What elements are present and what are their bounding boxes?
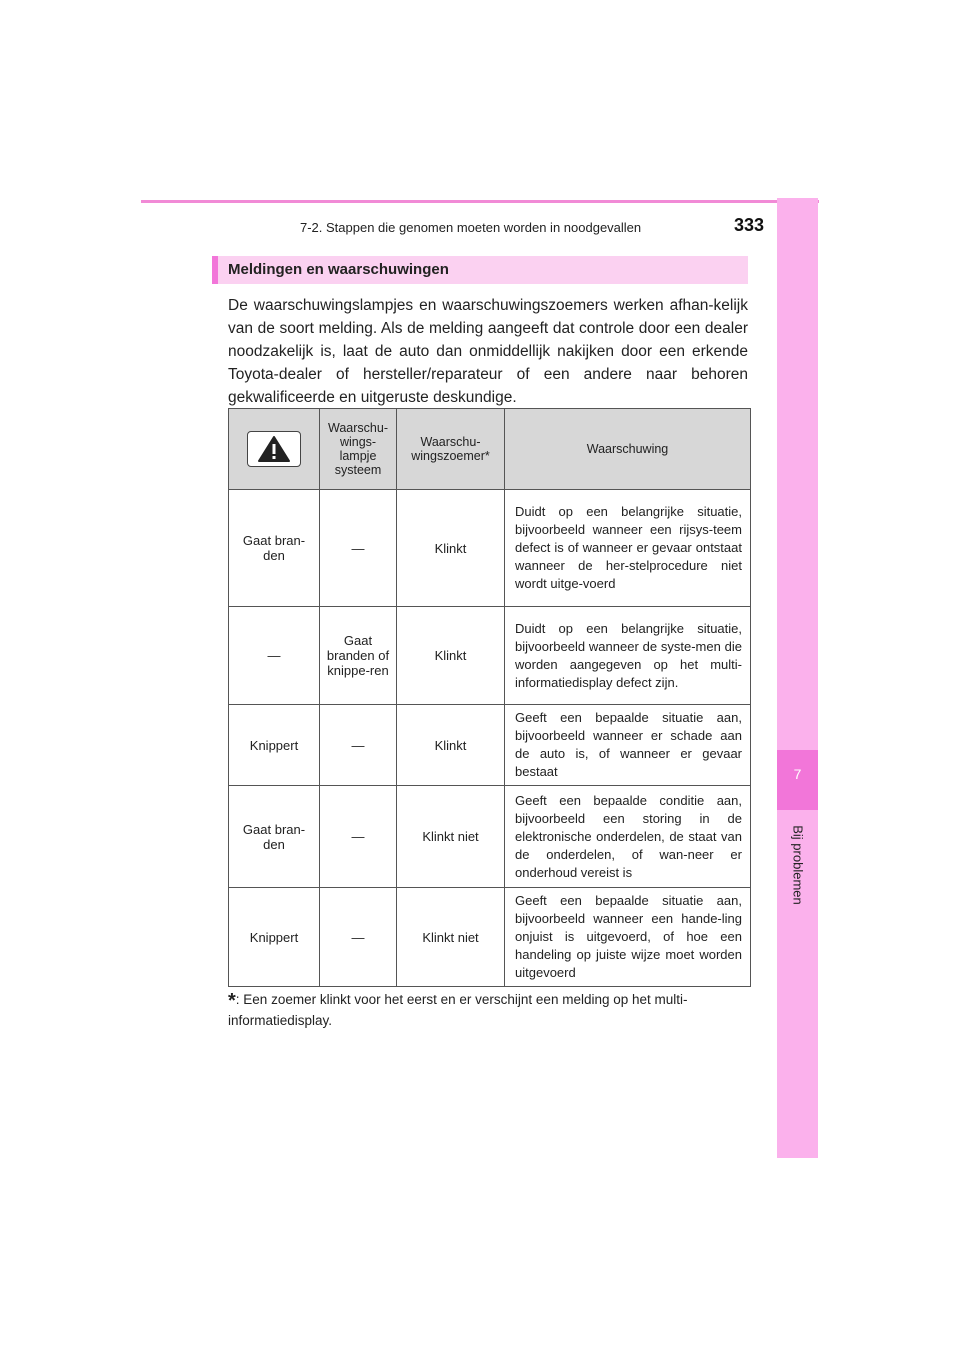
cell-buzzer: Klinkt — [397, 705, 505, 786]
table-row — [229, 490, 751, 607]
cell-system: — — [320, 786, 397, 888]
header-warning-lamp: Waarschu-wings-lampje systeem — [320, 409, 397, 490]
footnote-marker: * — [228, 990, 236, 1012]
warnings-table — [228, 408, 751, 987]
cell-warning: Geeft een bepaalde situatie aan, bijvoorbeeld wanneer er schade aan de auto is, of wanneer er gevaar bestaat — [505, 705, 751, 786]
chapter-title-text: Bij problemen — [790, 825, 805, 905]
cell-lamp: Gaat bran-den — [229, 490, 320, 607]
footnote-text: : Een zoemer klinkt voor het eerst en er verschijnt een melding op het multi-informatiedisplay. — [228, 992, 688, 1028]
table-header-row — [229, 409, 751, 490]
header-icon-cell — [229, 409, 320, 490]
cell-lamp: Knippert — [229, 888, 320, 987]
chapter-sidebar — [777, 198, 818, 1158]
intro-paragraph: De waarschuwingslampjes en waarschuwingszoemers werken afhan-kelijk van de soort melding. Als de melding aangeeft dat controle door een dealer noodzakelijk is, laat de auto dan onmiddellijk nakijken door een erkende Toyota-dealer of hersteller/reparateur of een andere naar behoren gekwalificeerde en uitgeruste deskundige. — [228, 297, 748, 406]
cell-buzzer: Klinkt niet — [397, 786, 505, 888]
table-row — [229, 888, 751, 987]
cell-warning: Geeft een bepaalde conditie aan, bijvoorbeeld een storing in de elektronische onderdelen, de staat van de onderdelen, of wan-neer er onderhoud vereist is — [505, 786, 751, 888]
page-number: 333 — [734, 215, 765, 235]
cell-warning: Duidt op een belangrijke situatie, bijvoorbeeld wanneer een rijsys-teem defect is of wanneer er gevaar ontstaat wanneer de her-stelprocedure niet wordt uitge-voerd — [505, 490, 751, 607]
cell-system: — — [320, 490, 397, 607]
warning-triangle-icon — [247, 431, 301, 467]
header-buzzer: Waarschu-wingszoemer* — [397, 409, 505, 490]
section-title: 7-2. Stappen die genomen moeten worden in noodgevallen — [300, 220, 642, 235]
cell-system: — — [320, 888, 397, 987]
header-divider — [141, 200, 819, 203]
chapter-number: 7 — [793, 766, 802, 782]
chapter-title — [777, 805, 818, 925]
cell-warning: Geeft een bepaalde situatie aan, bijvoorbeeld wanneer een hande-ling onjuist is uitgevoerd, of hoe een handeling op juiste wijze moet worden uitgevoerd — [505, 888, 751, 987]
cell-lamp: Gaat bran-den — [229, 786, 320, 888]
section-heading: Meldingen en waarschuwingen — [212, 256, 748, 284]
cell-buzzer: Klinkt niet — [397, 888, 505, 987]
cell-system: Gaat branden of knippe-ren — [320, 607, 397, 705]
header-warning: Waarschuwing — [505, 409, 751, 490]
table-row — [229, 705, 751, 786]
cell-lamp: — — [229, 607, 320, 705]
cell-warning: Duidt op een belangrijke situatie, bijvoorbeeld wanneer de syste-men die worden aangegeven op het multi-informatiedisplay defect zijn. — [505, 607, 751, 705]
cell-buzzer: Klinkt — [397, 607, 505, 705]
cell-buzzer: Klinkt — [397, 490, 505, 607]
footnote — [228, 990, 748, 1030]
table-row — [229, 786, 751, 888]
cell-system: — — [320, 705, 397, 786]
table-row — [229, 607, 751, 705]
cell-lamp: Knippert — [229, 705, 320, 786]
